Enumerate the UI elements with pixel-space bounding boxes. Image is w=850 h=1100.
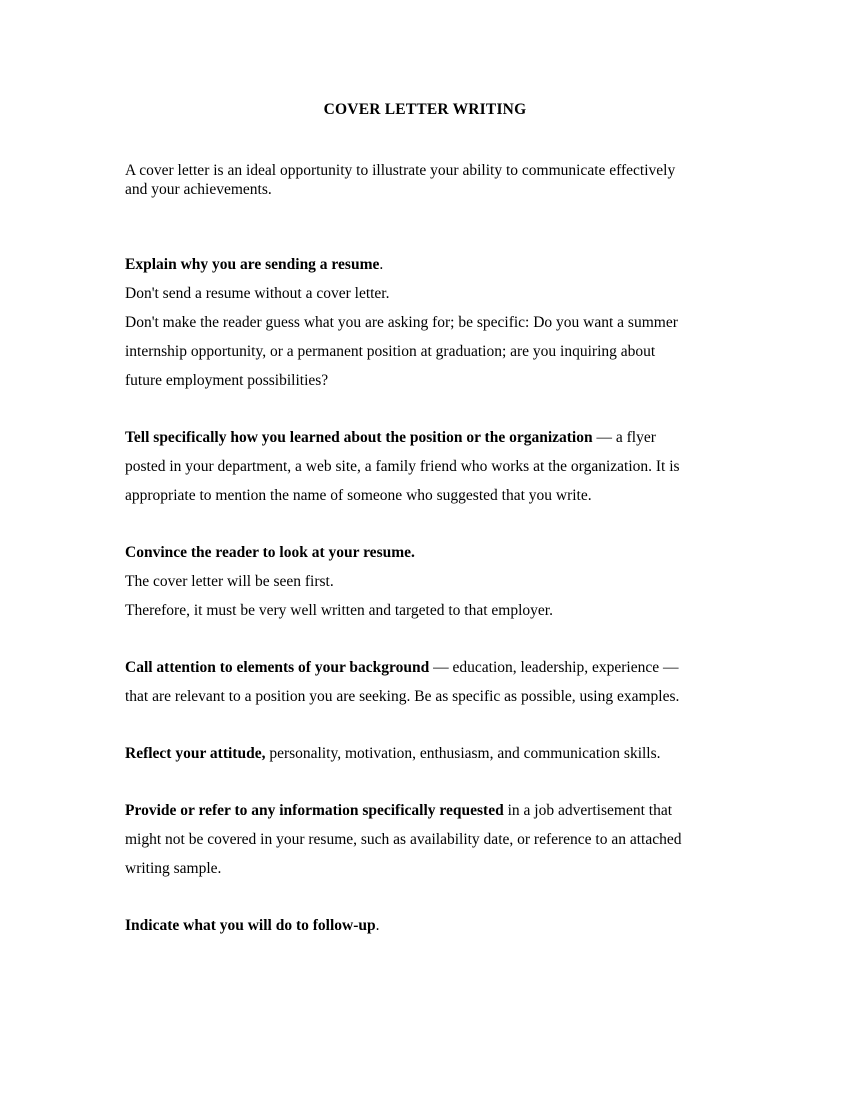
text-line [125, 423, 730, 452]
text-run: future employment possibilities? [125, 372, 329, 389]
bold-text-run: Call attention to elements of your background [125, 659, 430, 676]
text-run: that are relevant to a position you are seeking. Be as specific as possible, using examples. [125, 688, 680, 705]
section-paragraph [125, 538, 730, 625]
text-run: Therefore, it must be very well written and targeted to that employer. [125, 602, 553, 619]
bold-text-run: Tell specifically how you learned about the position or the organization [125, 429, 593, 446]
text-run: . [379, 256, 384, 273]
text-line [125, 739, 730, 768]
text-line [125, 250, 730, 279]
text-run: Don't make the reader guess what you are asking for; be specific: Do you want a summer [125, 314, 678, 331]
section-list [125, 199, 730, 940]
section-paragraph [125, 739, 730, 768]
text-line [125, 481, 730, 510]
bold-text-run: Provide or refer to any information specifically requested [125, 802, 504, 819]
text-run: — education, leadership, experience — [429, 659, 679, 676]
text-line [125, 653, 730, 682]
text-run: posted in your department, a web site, a family friend who works at the organization. It is [125, 458, 680, 475]
text-run: internship opportunity, or a permanent position at graduation; are you inquiring about [125, 343, 656, 360]
text-run: . [375, 917, 380, 934]
section-paragraph [125, 250, 730, 395]
section-paragraph [125, 653, 730, 711]
section-paragraph [125, 423, 730, 510]
bold-text-run: Indicate what you will do to follow-up [125, 917, 376, 934]
text-run: The cover letter will be seen first. [125, 573, 334, 590]
text-run: personality, motivation, enthusiasm, and communication skills. [265, 745, 661, 762]
text-line [125, 796, 730, 825]
text-line [125, 308, 730, 337]
text-run: appropriate to mention the name of someone who suggested that you write. [125, 487, 592, 504]
text-line [125, 567, 730, 596]
bold-text-run: Convince the reader to look at your resume. [125, 544, 415, 561]
text-line [125, 161, 730, 180]
text-run: Don't send a resume without a cover letter. [125, 285, 390, 302]
section-paragraph [125, 911, 730, 940]
text-run: in a job advertisement that [503, 802, 673, 819]
text-run: and your achievements. [125, 181, 272, 198]
text-line [125, 596, 730, 625]
page-title: COVER LETTER WRITING [323, 101, 527, 118]
text-line [125, 538, 730, 567]
text-line [125, 911, 730, 940]
text-run: — a flyer [592, 429, 656, 446]
section-paragraph [125, 796, 730, 883]
text-run: might not be covered in your resume, such as availability date, or reference to an attached [125, 831, 682, 848]
text-line [125, 682, 730, 711]
document-body [125, 161, 730, 940]
text-line [125, 337, 730, 366]
intro-paragraph [125, 161, 730, 199]
text-line [125, 279, 730, 308]
bold-text-run: Explain why you are sending a resume [125, 256, 380, 273]
text-line [125, 452, 730, 481]
text-line [125, 825, 730, 854]
text-run: writing sample. [125, 860, 222, 877]
text-line [125, 180, 730, 199]
text-line [125, 366, 730, 395]
text-line [125, 854, 730, 883]
bold-text-run: Reflect your attitude, [125, 745, 266, 762]
text-run: A cover letter is an ideal opportunity to illustrate your ability to communicate effectively [125, 162, 676, 179]
